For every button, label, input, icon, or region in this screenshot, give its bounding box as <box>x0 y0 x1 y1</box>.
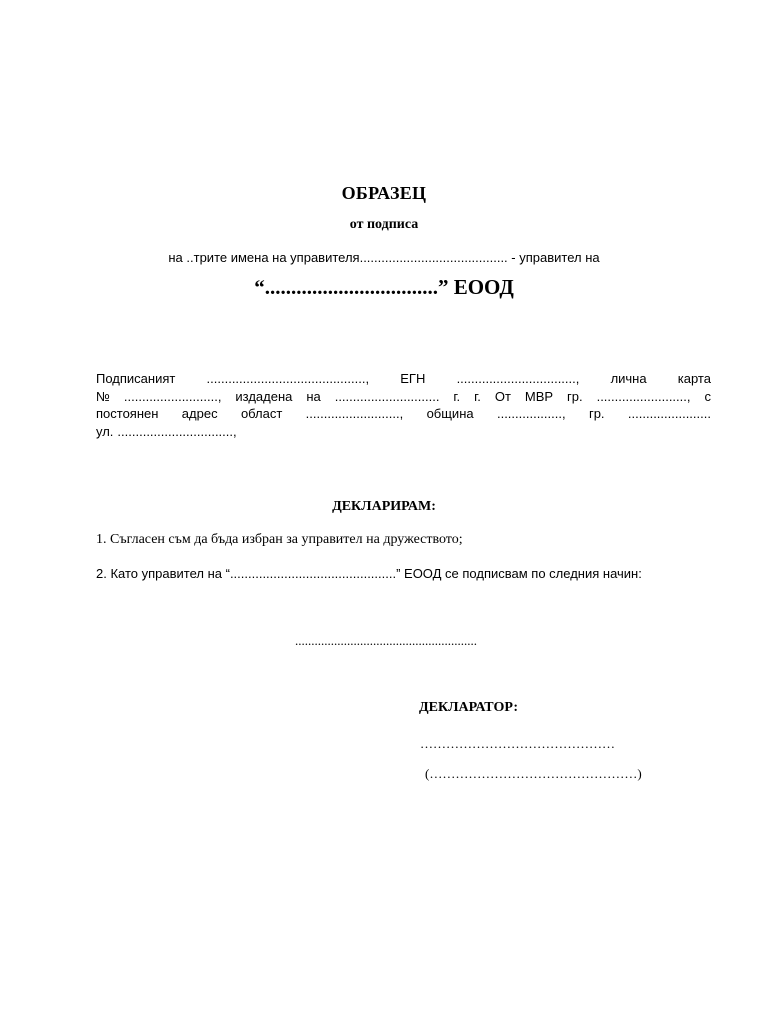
document-subtitle: от подписа <box>349 217 419 232</box>
paragraph-word: гр. <box>567 388 583 404</box>
declarator-signature-line: ……………………………………… <box>420 736 615 751</box>
declaration-item-2: 2. Като управител на “..............................................” ЕООД се подписвам по следния начин: <box>96 566 642 581</box>
paragraph-word: МВР <box>524 388 554 404</box>
paragraph-row-2 <box>96 388 711 406</box>
manager-name-line: на ..трите имена на управителя......................................... - управител на <box>168 250 600 265</box>
paragraph-word: с <box>704 388 711 404</box>
paragraph-word: г. <box>474 388 481 404</box>
paragraph-word: ........................., <box>596 388 691 404</box>
paragraph-word: .................., <box>496 406 566 421</box>
paragraph-word: ............................................, <box>206 371 370 386</box>
paragraph-row-1 <box>96 370 711 388</box>
signatory-paragraph <box>96 370 711 440</box>
paragraph-word: ............................. <box>334 388 440 404</box>
declarator-name-line: (…………………………………………) <box>425 766 642 781</box>
document-title: ОБРАЗЕЦ <box>341 183 427 203</box>
paragraph-word: издадена <box>235 388 293 404</box>
signature-placeholder: ........................................................ <box>295 633 477 648</box>
paragraph-word: № <box>96 388 110 404</box>
paragraph-word: ................................, <box>117 423 237 439</box>
paragraph-word: адрес <box>181 406 218 421</box>
paragraph-row-3 <box>96 405 711 423</box>
paragraph-word: карта <box>677 371 711 386</box>
declaration-item-1: 1. Съгласен съм да бъда избран за управител на дружеството; <box>96 532 463 547</box>
paragraph-word: .........................., <box>305 406 404 421</box>
paragraph-word: ЕГН <box>400 371 426 386</box>
paragraph-word: област <box>240 406 283 421</box>
paragraph-word: ................................., <box>456 371 580 386</box>
paragraph-word: лична <box>610 371 647 386</box>
paragraph-word: община <box>426 406 474 421</box>
paragraph-word: Подписаният <box>96 371 176 386</box>
paragraph-word: гр. <box>588 406 605 421</box>
paragraph-word: .........................., <box>123 388 222 404</box>
paragraph-word: г. <box>453 388 461 404</box>
declare-heading: ДЕКЛАРИРАМ: <box>332 499 436 514</box>
paragraph-word: постоянен <box>96 406 159 421</box>
paragraph-row-4 <box>96 423 711 441</box>
paragraph-word: От <box>494 388 511 404</box>
declarator-label: ДЕКЛАРАТОР: <box>419 700 519 715</box>
paragraph-word: ....................... <box>627 406 711 421</box>
company-name-line: “.................................” ЕООД <box>254 275 514 299</box>
paragraph-word: ул. <box>96 423 114 439</box>
paragraph-word: на <box>306 388 321 404</box>
